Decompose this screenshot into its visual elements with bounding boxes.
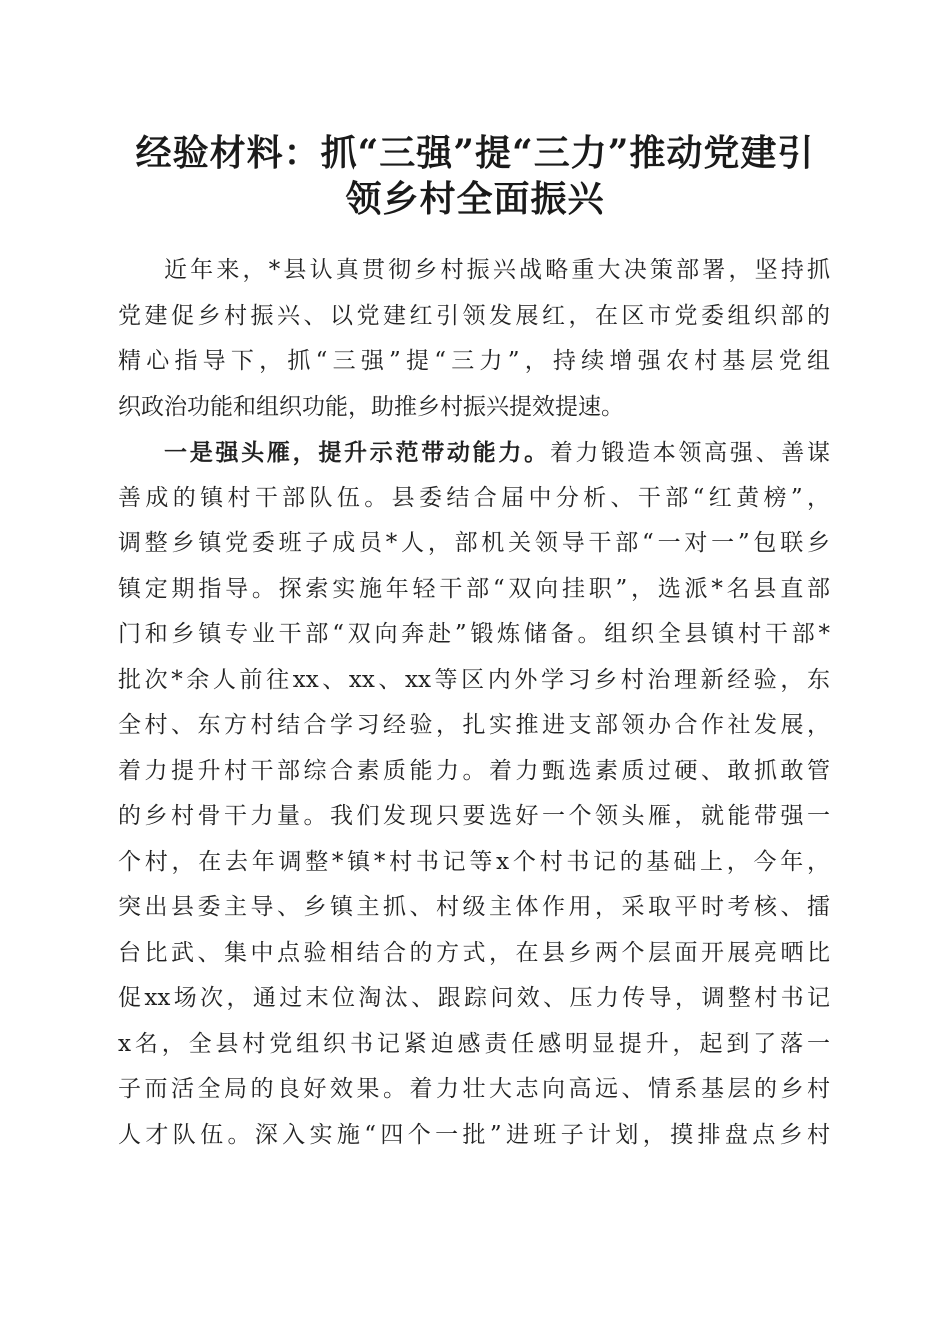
paragraph-2-line: 调整乡镇党委班子成员*人，部机关领导干部“一对一”包联乡 xyxy=(118,530,830,556)
document-title xyxy=(100,130,850,222)
paragraph-2-line: 镇定期指导。探索实施年轻干部“双向挂职”，选派*名县直部 xyxy=(118,575,830,602)
paragraph-2-line: 着力提升村干部综合素质能力。着力甄选素质过硬、敢抓敢管 xyxy=(118,757,830,784)
paragraph-1-line: 党建促乡村振兴、以党建红引领发展红，在区市党委组织部的 xyxy=(118,302,830,329)
paragraph-2-line: x名，全县村党组织书记紧迫感责任感明显提升，起到了落一 xyxy=(118,1030,830,1057)
paragraph-2-first-line xyxy=(118,430,830,476)
paragraph-2-line: 批次*余人前往xx、xx、xx等区内外学习乡村治理新经验，东 xyxy=(118,666,830,693)
paragraph-2-line: 人才队伍。深入实施“四个一批”进班子计划，摸排盘点乡村 xyxy=(118,1121,830,1148)
paragraph-2-line: 子而活全局的良好效果。着力壮大志向高远、情系基层的乡村 xyxy=(118,1076,830,1102)
paragraph-2-line: 个村，在去年调整*镇*村书记等x个村书记的基础上，今年， xyxy=(118,848,830,875)
paragraph-2-lead: 一是强头雁，提升示范带动能力。 xyxy=(164,439,550,466)
paragraph-2-line: 全村、东方村结合学习经验，扎实推进支部领办合作社发展， xyxy=(118,712,830,738)
paragraph-1-line: 精心指导下，抓“三强”提“三力”，持续增强农村基层党组 xyxy=(118,348,830,374)
document-body xyxy=(118,248,830,1158)
paragraph-2-line: 突出县委主导、乡镇主抓、村级主体作用，采取平时考核、擂 xyxy=(118,894,830,920)
paragraph-2-first-rest: 着力锻造本领高强、善谋 xyxy=(549,440,831,466)
paragraph-2-line: 促xx场次，通过末位淘汰、跟踪问效、压力传导，调整村书记 xyxy=(118,985,830,1011)
title-line-2: 领乡村全面振兴 xyxy=(345,178,605,220)
title-line-1: 经验材料：抓“三强”提“三力”推动党建引 xyxy=(135,132,815,174)
paragraph-2-line: 台比武、集中点验相结合的方式，在县乡两个层面开展亮晒比 xyxy=(118,939,830,966)
paragraph-2-line: 善成的镇村干部队伍。县委结合届中分析、干部“红黄榜”， xyxy=(118,484,830,511)
paragraph-1-line: 织政治功能和组织功能，助推乡村振兴提效提速。 xyxy=(118,393,624,420)
paragraph-1-line: 近年来，*县认真贯彻乡村振兴战略重大决策部署，坚持抓 xyxy=(164,257,830,283)
paragraph-2-line: 的乡村骨干力量。我们发现只要选好一个领头雁，就能带强一 xyxy=(118,803,830,829)
paragraph-2-line: 门和乡镇专业干部“双向奔赴”锻炼储备。组织全县镇村干部* xyxy=(118,621,830,647)
